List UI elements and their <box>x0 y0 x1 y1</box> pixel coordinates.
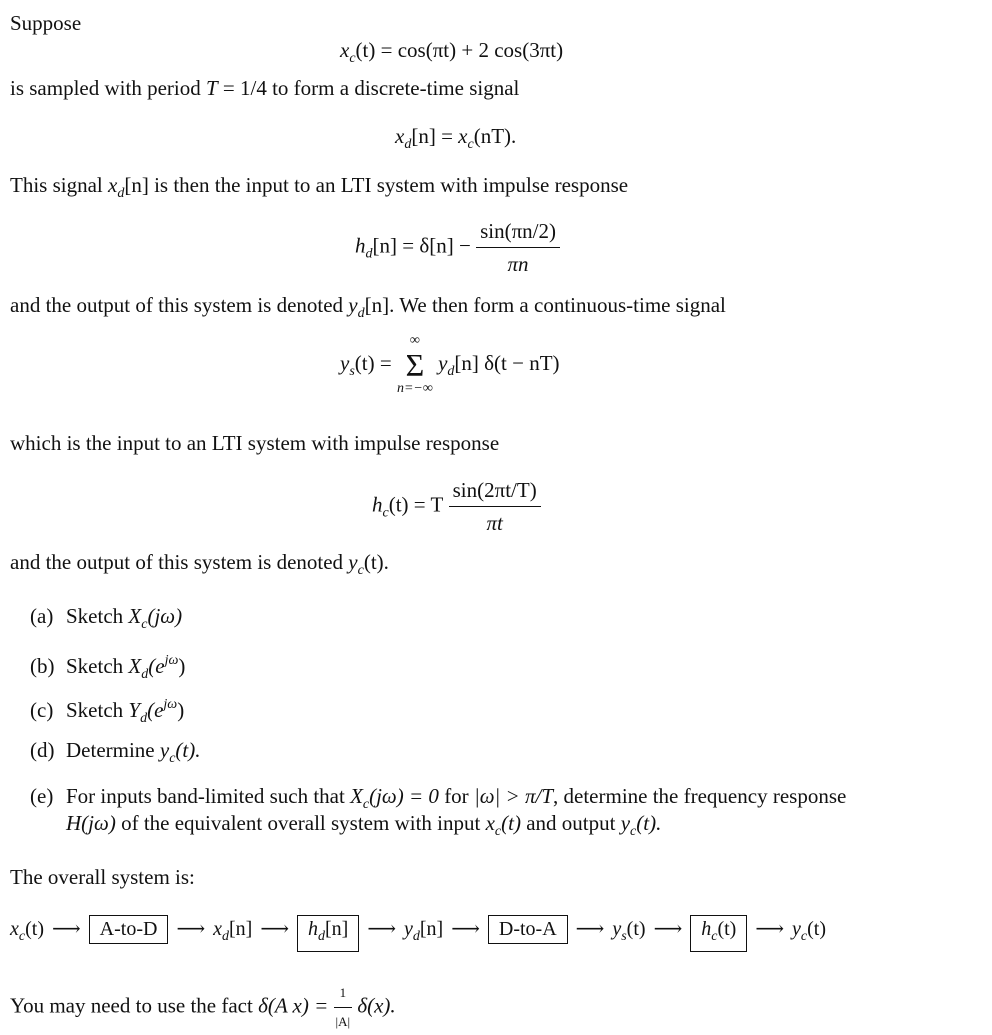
diagram-xd: $x_d[n]$ <box>213 918 253 944</box>
arrow-7: ⟶ <box>653 918 683 940</box>
diagram-input: $x_c(t)$ <box>10 918 44 944</box>
part-e-line2: H(jω) of the equivalent overall system with input $x_c(t)$ and output $y_c(t)$. <box>66 811 662 839</box>
diagram-yd: $y_d[n]$ <box>404 918 444 944</box>
diagram-output: $y_c(t)$ <box>792 918 827 944</box>
part-c: (c) Sketch $Y_d(e^{j\omega})$ <box>30 697 185 726</box>
d-to-a-block: D-to-A <box>488 915 568 944</box>
equation-xc: $x_c(t) = \cos(\pi t) + 2$ cos(3πt) <box>340 38 564 66</box>
hc-fraction: $\frac{\sin(2\pi t/T)}{\pi t}$ <box>449 477 541 536</box>
equation-hc: $h_c(t) = T$ $\frac{\sin(2\pi t/T)}{\pi t}$ <box>372 477 541 536</box>
fact-fraction: $\frac{1}{|A|}$ <box>334 980 353 1035</box>
which-line: which is the input to an LTI system with impulse response <box>10 431 500 455</box>
equation-ys: $y_s(t)$ = ∞ Σ n=−∞ $y_d[n] \delta(t - nT)$ <box>340 333 560 396</box>
overall-label: The overall system is: <box>10 865 195 889</box>
arrow-1: ⟶ <box>52 918 81 940</box>
part-d: (d) Determine $y_c(t)$. <box>30 738 201 766</box>
hc-block: $h_c(t)$ <box>690 915 747 952</box>
output-line: and the output of this system is denoted $y_d[n]$. We then form a continuous-time signal <box>10 293 726 321</box>
equation-hd: $h_d[n] = \delta[n]$ − $\frac{\sin(\pi n/2)}{\pi n}$ <box>355 218 560 277</box>
arrow-4: ⟶ <box>367 918 396 940</box>
arrow-2: ⟶ <box>176 918 206 940</box>
part-b: (b) Sketch $X_d(e^{j\omega})$ <box>30 653 186 682</box>
arrow-3: ⟶ <box>260 918 289 940</box>
arrow-8: ⟶ <box>755 918 785 940</box>
fact-line: You may need to use the fact δ(A x) = $\frac{1}{|A|}$ δ(x). <box>10 980 396 1035</box>
input-line: This signal $x_d[n]$ is then the input to an LTI system with impulse response <box>10 173 629 201</box>
arrow-5: ⟶ <box>451 918 480 940</box>
equation-xd: $x_d[n] = x_c(nT)$. <box>395 124 517 152</box>
final-output-line: and the output of this system is denoted $y_c(t)$. <box>10 550 389 578</box>
intro-text: Suppose <box>10 11 82 35</box>
summation: ∞ Σ n=−∞ <box>396 333 433 396</box>
a-to-d-block: A-to-D <box>89 915 169 944</box>
sampled-line: is sampled with period T = 1/4 to form a discrete-time signal <box>10 76 520 100</box>
diagram-ys: $y_s(t)$ <box>612 918 646 944</box>
arrow-6: ⟶ <box>575 918 605 940</box>
part-e-line1: (e) For inputs band-limited such that $X_c(j\omega) = 0$ for |ω| > π/T, determine the frequency response <box>30 784 847 812</box>
hd-block: $h_d[n]$ <box>297 915 359 952</box>
system-diagram <box>10 915 826 952</box>
hd-fraction: $\frac{\sin(\pi n/2)}{\pi n}$ <box>476 218 560 277</box>
part-a: (a) Sketch $X_c(j\omega)$ <box>30 604 183 632</box>
